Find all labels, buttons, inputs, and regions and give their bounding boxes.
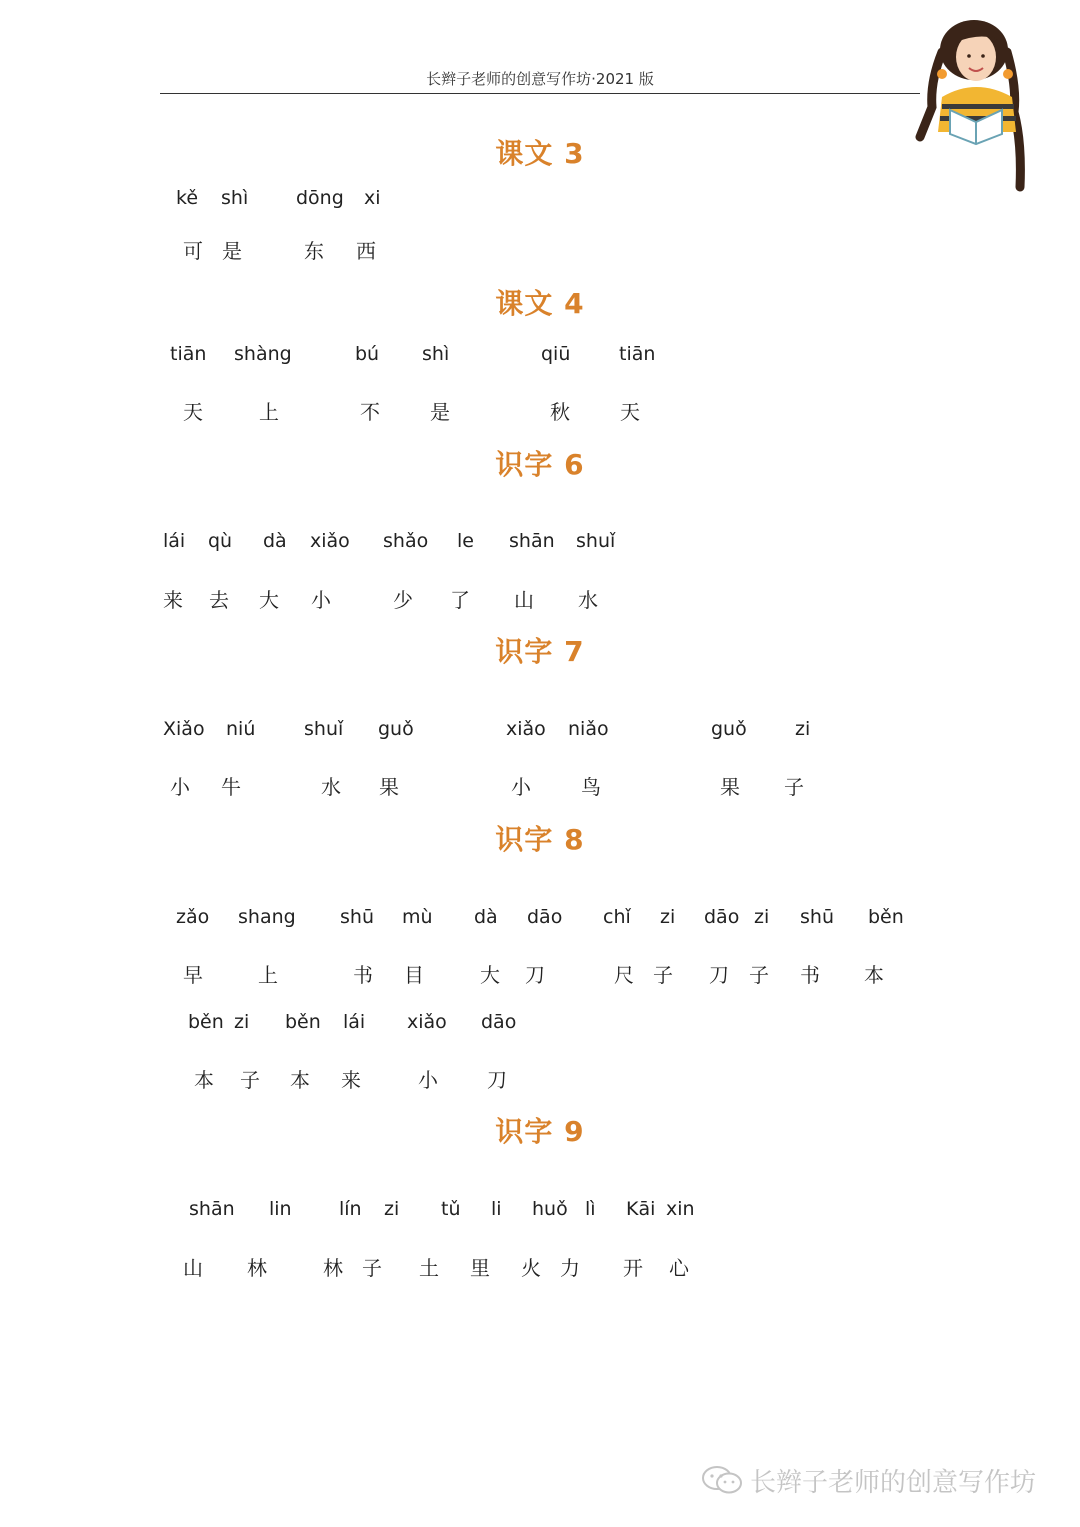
pinyin-syllable: Xiǎo xyxy=(163,718,205,740)
pinyin-syllable: chǐ xyxy=(603,906,631,928)
hanzi-character: 秋 xyxy=(550,400,570,424)
hanzi-character: 水 xyxy=(578,588,598,612)
hanzi-character: 天 xyxy=(620,400,640,424)
pinyin-syllable: niǎo xyxy=(568,718,609,740)
hanzi-character: 林 xyxy=(323,1256,343,1280)
hanzi-character: 小 xyxy=(311,588,331,612)
pinyin-syllable: běn xyxy=(285,1011,321,1033)
section-title: 课文 4 xyxy=(495,287,585,320)
hanzi-character: 小 xyxy=(170,775,190,799)
hanzi-character: 书 xyxy=(353,963,373,987)
pinyin-syllable: guǒ xyxy=(378,718,414,740)
hanzi-character: 上 xyxy=(259,400,279,424)
pinyin-syllable: tǔ xyxy=(441,1198,461,1220)
pinyin-syllable: shang xyxy=(238,906,296,928)
pinyin-syllable: shǎo xyxy=(383,530,429,552)
hanzi-character: 是 xyxy=(222,239,242,263)
pinyin-syllable: dà xyxy=(263,530,287,552)
pinyin-syllable: le xyxy=(457,530,474,552)
pinyin-syllable: dāo xyxy=(704,906,740,928)
hanzi-character: 鸟 xyxy=(581,775,601,799)
hanzi-character: 大 xyxy=(480,963,500,987)
hanzi-character: 可 xyxy=(183,239,203,263)
hanzi-character: 果 xyxy=(379,775,399,799)
pinyin-syllable: shì xyxy=(221,187,249,209)
hanzi-character: 目 xyxy=(404,963,424,987)
hanzi-character: 水 xyxy=(321,775,341,799)
pinyin-syllable: lì xyxy=(585,1198,596,1220)
hanzi-character: 小 xyxy=(511,775,531,799)
hanzi-character: 山 xyxy=(183,1256,203,1280)
hanzi-character: 东 xyxy=(304,239,324,263)
pinyin-syllable: shān xyxy=(189,1198,235,1220)
hanzi-character: 大 xyxy=(259,588,279,612)
hanzi-character: 子 xyxy=(362,1256,382,1280)
hanzi-character: 土 xyxy=(419,1256,439,1280)
pinyin-syllable: tiān xyxy=(170,343,207,365)
pinyin-syllable: zi xyxy=(754,906,770,928)
section-title: 课文 3 xyxy=(495,137,585,170)
pinyin-syllable: zi xyxy=(234,1011,250,1033)
pinyin-syllable: li xyxy=(491,1198,502,1220)
pinyin-syllable: shàng xyxy=(234,343,292,365)
pinyin-syllable: dà xyxy=(474,906,498,928)
watermark xyxy=(700,1457,1036,1503)
pinyin-syllable: xin xyxy=(666,1198,695,1220)
hanzi-character: 来 xyxy=(163,588,183,612)
hanzi-character: 子 xyxy=(784,775,804,799)
hanzi-character: 子 xyxy=(653,963,673,987)
hanzi-character: 子 xyxy=(240,1068,260,1092)
hanzi-character: 开 xyxy=(623,1256,643,1280)
hanzi-character: 天 xyxy=(183,400,203,424)
hanzi-character: 林 xyxy=(247,1256,267,1280)
wechat-icon xyxy=(700,1463,744,1497)
hanzi-character: 里 xyxy=(470,1256,490,1280)
hanzi-character: 少 xyxy=(393,588,413,612)
pinyin-syllable: shuǐ xyxy=(304,718,344,740)
hanzi-character: 刀 xyxy=(487,1068,507,1092)
pinyin-syllable: xiǎo xyxy=(310,530,350,552)
pinyin-syllable: shū xyxy=(800,906,834,928)
pinyin-syllable: lái xyxy=(343,1011,366,1033)
pinyin-syllable: dāo xyxy=(527,906,563,928)
section-title: 识字 9 xyxy=(495,1115,585,1148)
hanzi-character: 刀 xyxy=(525,963,545,987)
pinyin-syllable: niú xyxy=(226,718,256,740)
pinyin-syllable: shuǐ xyxy=(576,530,616,552)
header-divider xyxy=(160,93,920,94)
hanzi-character: 来 xyxy=(341,1068,361,1092)
pinyin-syllable: běn xyxy=(868,906,904,928)
pinyin-syllable: shì xyxy=(422,343,450,365)
hanzi-character: 小 xyxy=(418,1068,438,1092)
hanzi-character: 尺 xyxy=(614,963,634,987)
hanzi-character: 早 xyxy=(183,963,203,987)
section-title: 识字 8 xyxy=(495,823,585,856)
hanzi-character: 果 xyxy=(720,775,740,799)
hanzi-character: 了 xyxy=(450,588,470,612)
hanzi-character: 本 xyxy=(194,1068,214,1092)
pinyin-syllable: zǎo xyxy=(176,906,210,928)
pinyin-syllable: bú xyxy=(355,343,380,365)
hanzi-character: 山 xyxy=(514,588,534,612)
hanzi-character: 书 xyxy=(800,963,820,987)
pinyin-syllable: zi xyxy=(384,1198,400,1220)
hanzi-character: 本 xyxy=(864,963,884,987)
pinyin-syllable: huǒ xyxy=(532,1198,568,1220)
pinyin-syllable: shān xyxy=(509,530,555,552)
pinyin-syllable: dōng xyxy=(296,187,344,209)
watermark-text: 长辫子老师的创意写作坊 xyxy=(750,1467,1037,1498)
section-title: 识字 6 xyxy=(495,448,585,481)
pinyin-syllable: xi xyxy=(364,187,381,209)
hanzi-character: 是 xyxy=(430,400,450,424)
hanzi-character: 去 xyxy=(209,588,229,612)
pinyin-syllable: xiǎo xyxy=(407,1011,447,1033)
pinyin-syllable: lái xyxy=(163,530,186,552)
hanzi-character: 上 xyxy=(258,963,278,987)
section-title: 识字 7 xyxy=(495,635,585,668)
hanzi-character: 火 xyxy=(521,1256,541,1280)
pinyin-syllable: tiān xyxy=(619,343,656,365)
pinyin-syllable: zi xyxy=(660,906,676,928)
hanzi-character: 本 xyxy=(290,1068,310,1092)
hanzi-character: 力 xyxy=(560,1256,580,1280)
pinyin-syllable: qiū xyxy=(541,343,571,365)
pinyin-syllable: běn xyxy=(188,1011,224,1033)
pinyin-syllable: lín xyxy=(339,1198,362,1220)
hanzi-character: 子 xyxy=(749,963,769,987)
hanzi-character: 心 xyxy=(669,1256,689,1280)
hanzi-character: 西 xyxy=(356,239,376,263)
pinyin-syllable: mù xyxy=(402,906,433,928)
pinyin-syllable: Kāi xyxy=(626,1198,656,1220)
pinyin-syllable: kě xyxy=(176,187,199,209)
pinyin-syllable: dāo xyxy=(481,1011,517,1033)
pinyin-syllable: xiǎo xyxy=(506,718,546,740)
pinyin-syllable: shū xyxy=(340,906,374,928)
hanzi-character: 不 xyxy=(360,400,380,424)
hanzi-character: 刀 xyxy=(709,963,729,987)
header-title: 长辫子老师的创意写作坊·2021 版 xyxy=(426,70,654,88)
pinyin-syllable: guǒ xyxy=(711,718,747,740)
pinyin-syllable: zi xyxy=(795,718,811,740)
pinyin-syllable: qù xyxy=(208,530,233,552)
pinyin-syllable: lin xyxy=(269,1198,292,1220)
hanzi-character: 牛 xyxy=(221,775,241,799)
